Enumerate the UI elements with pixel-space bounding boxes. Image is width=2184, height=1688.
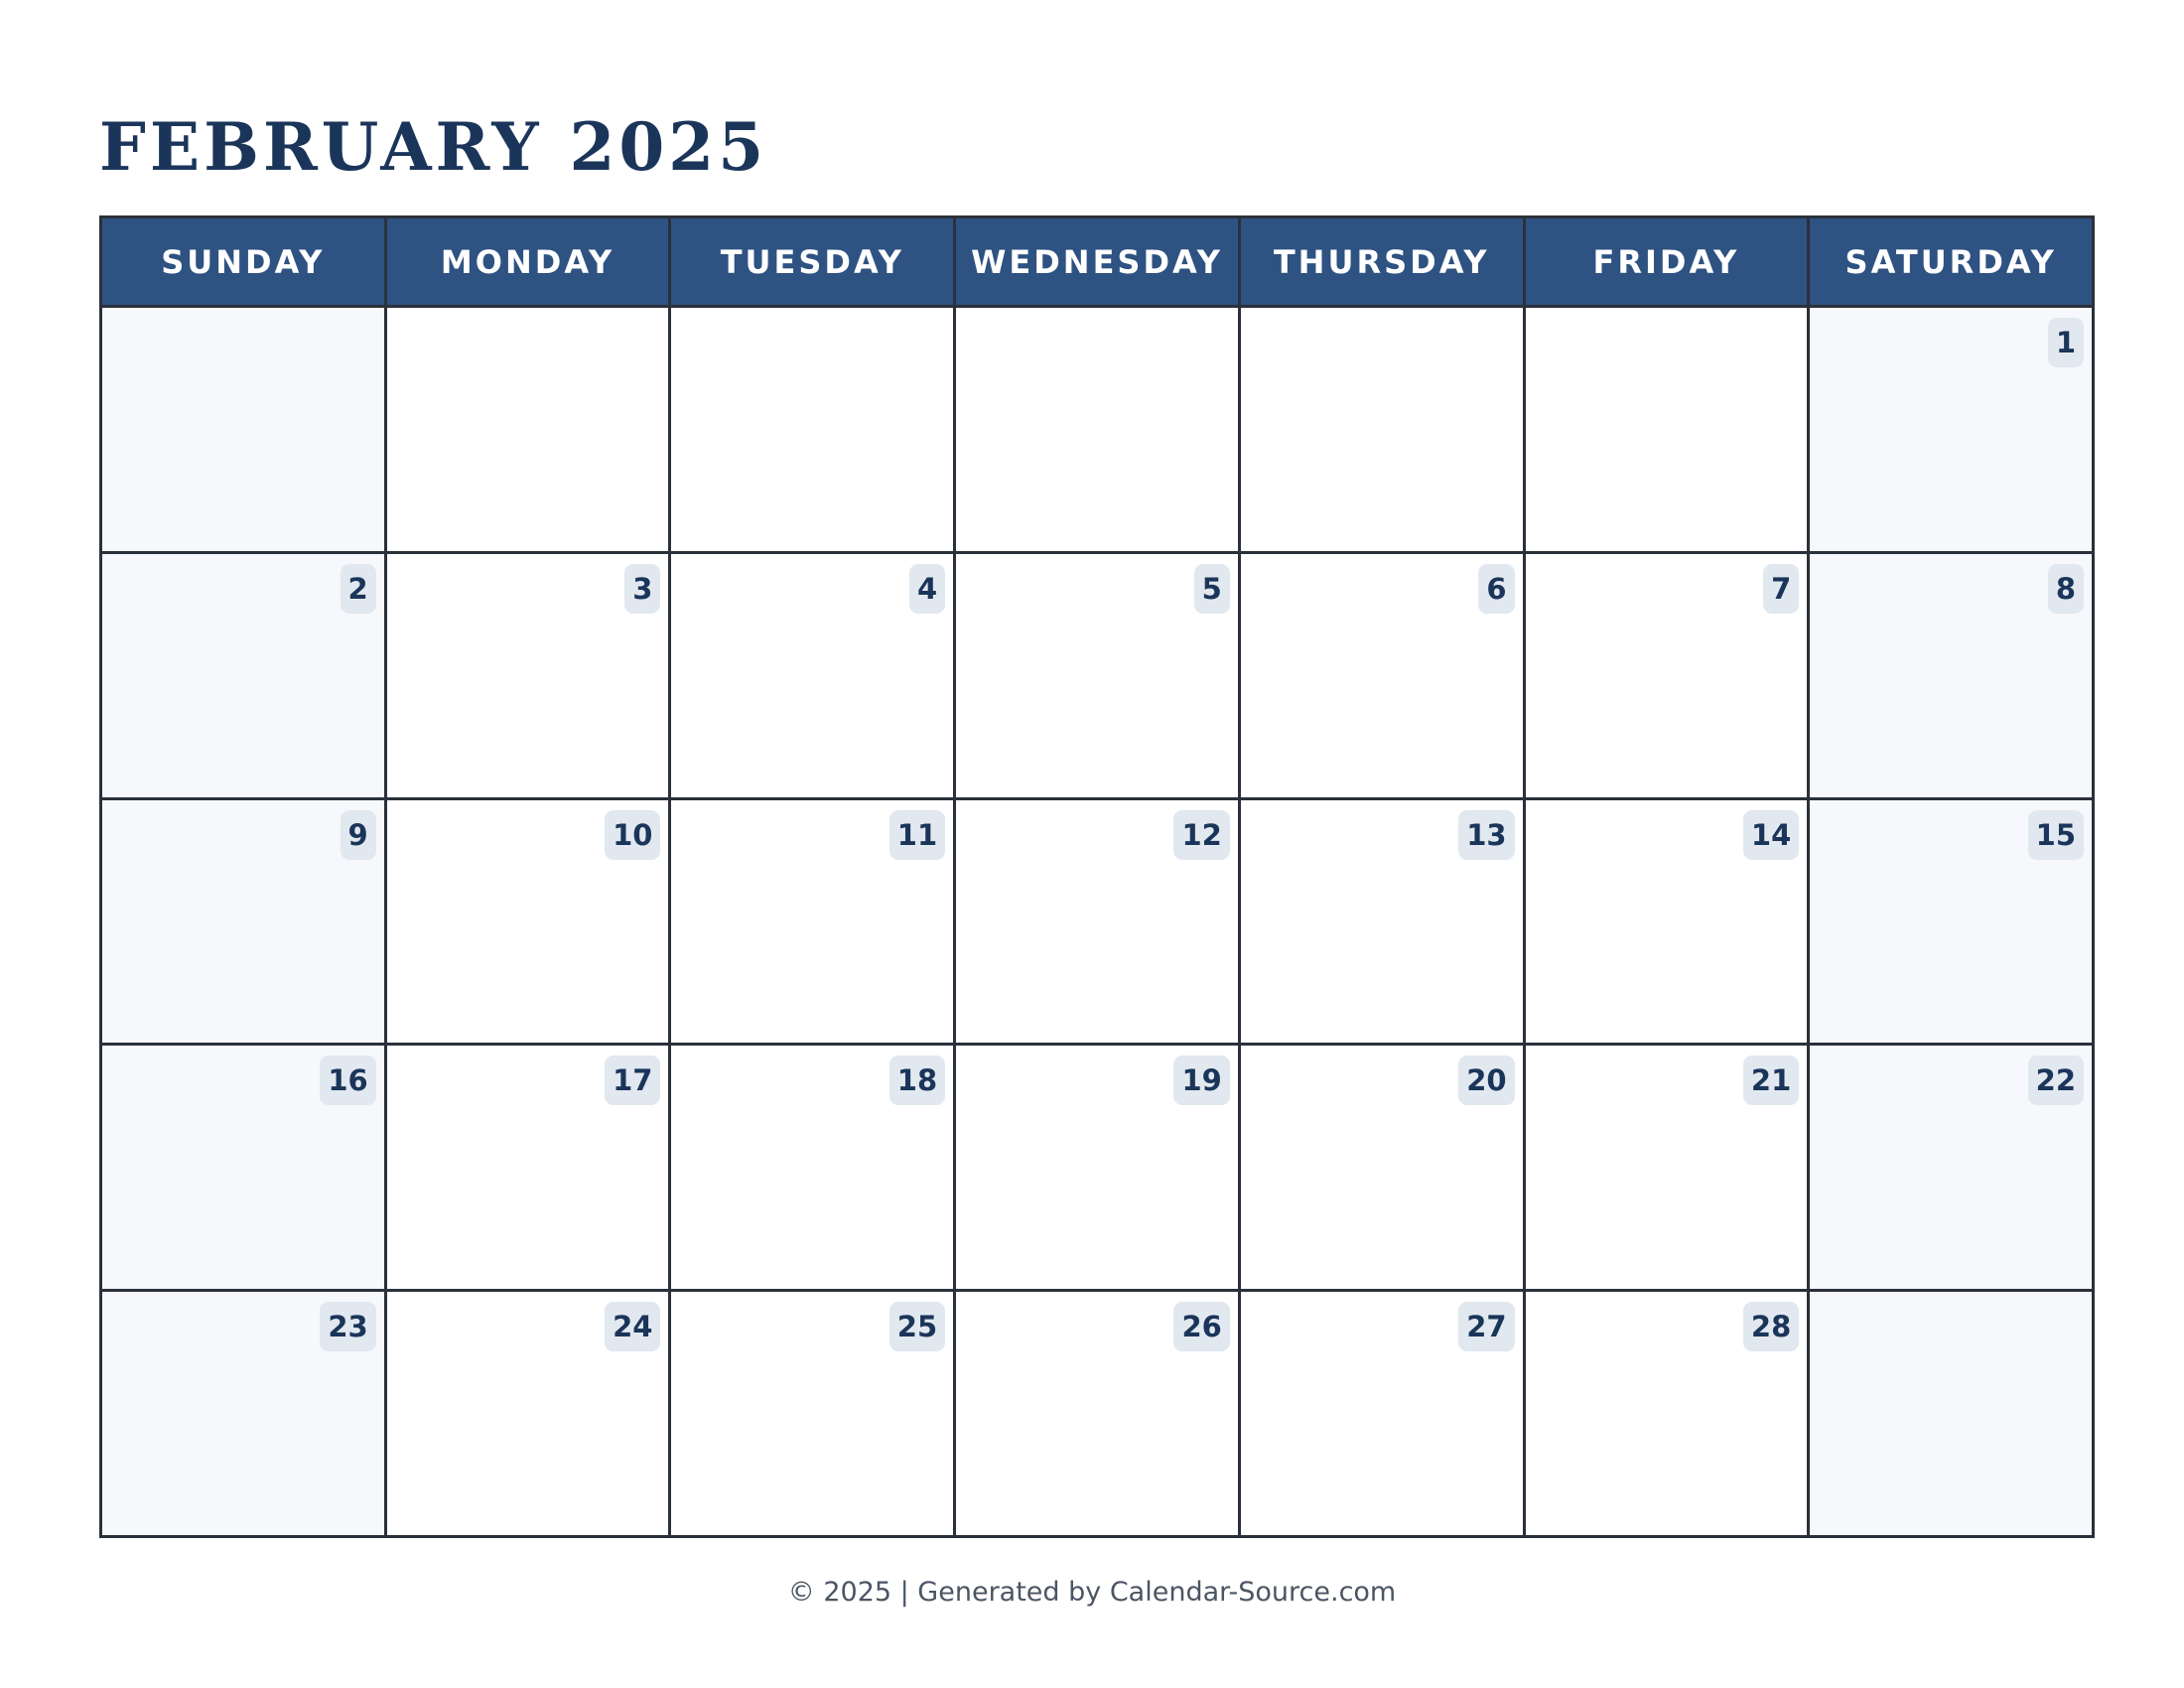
weekday-header-monday: MONDAY [387, 218, 669, 305]
day-cell-9[interactable] [102, 800, 384, 1044]
empty-day-cell[interactable] [956, 308, 1238, 551]
day-cell-1[interactable] [1810, 308, 2092, 551]
day-cell-24[interactable] [387, 1292, 669, 1535]
day-cell-15[interactable] [1810, 800, 2092, 1044]
day-number: 12 [1173, 810, 1229, 860]
day-cell-17[interactable] [387, 1046, 669, 1289]
day-cell-11[interactable] [671, 800, 953, 1044]
day-number: 17 [605, 1055, 660, 1105]
day-cell-22[interactable] [1810, 1046, 2092, 1289]
day-cell-27[interactable] [1241, 1292, 1523, 1535]
day-number: 9 [341, 810, 376, 860]
day-cell-18[interactable] [671, 1046, 953, 1289]
day-number: 2 [341, 564, 376, 614]
day-number: 14 [1743, 810, 1799, 860]
empty-day-cell[interactable] [1810, 1292, 2092, 1535]
weekday-header-thursday: THURSDAY [1241, 218, 1523, 305]
weekday-header-wednesday: WEDNESDAY [956, 218, 1238, 305]
day-number: 19 [1173, 1055, 1229, 1105]
day-cell-25[interactable] [671, 1292, 953, 1535]
calendar-grid [99, 215, 2095, 1538]
footer-credit: © 2025 | Generated by Calendar-Source.com [787, 1577, 1397, 1608]
day-number: 18 [889, 1055, 945, 1105]
day-cell-26[interactable] [956, 1292, 1238, 1535]
weekday-header-friday: FRIDAY [1526, 218, 1808, 305]
day-cell-4[interactable] [671, 554, 953, 797]
day-number: 11 [889, 810, 945, 860]
weekday-header-saturday: SATURDAY [1810, 218, 2092, 305]
day-cell-23[interactable] [102, 1292, 384, 1535]
day-number: 8 [2048, 564, 2084, 614]
empty-day-cell[interactable] [102, 308, 384, 551]
page-title: FEBRUARY 2025 [99, 108, 768, 186]
day-number: 16 [320, 1055, 375, 1105]
day-number: 7 [1763, 564, 1799, 614]
day-number: 21 [1743, 1055, 1799, 1105]
day-number: 22 [2028, 1055, 2084, 1105]
empty-day-cell[interactable] [671, 308, 953, 551]
day-number: 23 [320, 1302, 375, 1351]
weekday-header-tuesday: TUESDAY [671, 218, 953, 305]
day-cell-5[interactable] [956, 554, 1238, 797]
day-cell-13[interactable] [1241, 800, 1523, 1044]
day-number: 6 [1478, 564, 1514, 614]
day-cell-20[interactable] [1241, 1046, 1523, 1289]
empty-day-cell[interactable] [387, 308, 669, 551]
day-cell-14[interactable] [1526, 800, 1808, 1044]
weekday-header-sunday: SUNDAY [102, 218, 384, 305]
day-cell-21[interactable] [1526, 1046, 1808, 1289]
day-number: 25 [889, 1302, 945, 1351]
empty-day-cell[interactable] [1241, 308, 1523, 551]
empty-day-cell[interactable] [1526, 308, 1808, 551]
day-number: 13 [1458, 810, 1514, 860]
day-cell-12[interactable] [956, 800, 1238, 1044]
day-number: 5 [1194, 564, 1230, 614]
day-cell-19[interactable] [956, 1046, 1238, 1289]
day-cell-16[interactable] [102, 1046, 384, 1289]
day-cell-3[interactable] [387, 554, 669, 797]
day-number: 15 [2028, 810, 2084, 860]
day-cell-7[interactable] [1526, 554, 1808, 797]
day-cell-10[interactable] [387, 800, 669, 1044]
day-number: 1 [2048, 318, 2084, 367]
day-cell-28[interactable] [1526, 1292, 1808, 1535]
day-number: 3 [624, 564, 660, 614]
day-number: 24 [605, 1302, 660, 1351]
day-number: 28 [1743, 1302, 1799, 1351]
day-number: 26 [1173, 1302, 1229, 1351]
day-number: 27 [1458, 1302, 1514, 1351]
day-number: 4 [909, 564, 945, 614]
day-number: 20 [1458, 1055, 1514, 1105]
day-cell-6[interactable] [1241, 554, 1523, 797]
day-number: 10 [605, 810, 660, 860]
day-cell-8[interactable] [1810, 554, 2092, 797]
day-cell-2[interactable] [102, 554, 384, 797]
